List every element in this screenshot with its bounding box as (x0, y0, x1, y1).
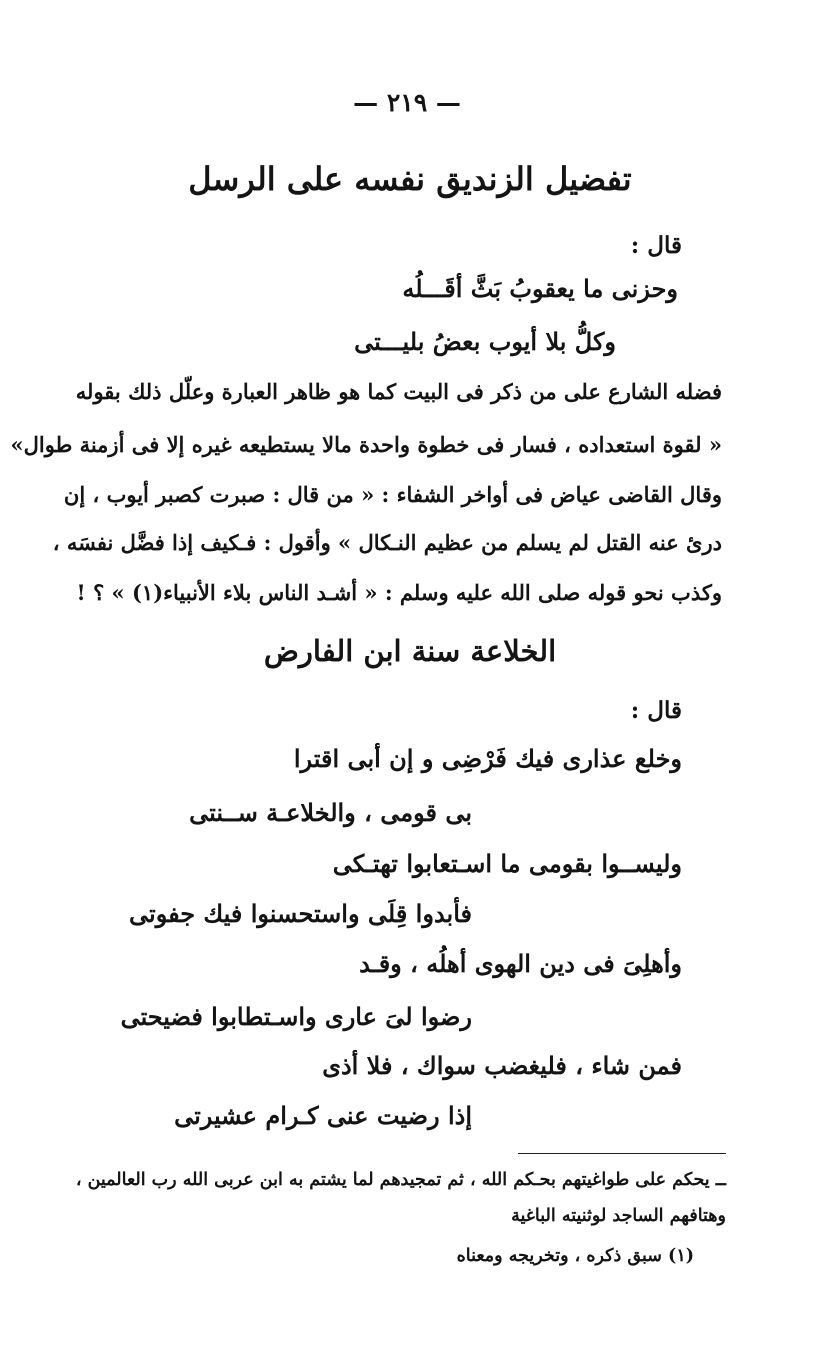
verse-line: إذا رضيت عنى كـرام عشيرتى (174, 1101, 472, 1130)
verse-line: وخلع عذارى فيك فَرْضِى و إن أبى اقترا (293, 744, 682, 773)
said-label: قال : (630, 232, 682, 259)
prose-line: « لقوة استعداده ، فسار فى خطوة واحدة مالا يستطيعه غيره إلا فى أزمنة طوال» (10, 432, 722, 457)
verse-line: وكلُّ بلا أيوب بعضُ بليـــتى (354, 327, 616, 356)
footnote-line: ــ يحكم على طواغيتهم بحـكم الله ، ثم تمجيدهم لما يشتم به ابن عربى الله رب العالمين ، (75, 1170, 726, 1190)
footnote-line: (١) سبق ذكره ، وتخريجه ومعناه (456, 1246, 694, 1266)
footnote-line: وهتافهم الساجد لوثنيته الباغية (511, 1206, 726, 1226)
page-number: — ٢١٩ — (353, 88, 461, 117)
verse-line: وليســوا بقومى ما اسـتعابوا تهتـكى (332, 849, 682, 878)
verse-line: فمن شاء ، فليغضب سواك ، فلا أذى (322, 1051, 682, 1080)
said-label: قال : (630, 697, 682, 724)
prose-line: درئ عنه القتل لم يسلم من عظيم النـكال » وأقول : فـكيف إذا فضَّل نفسَه ، (52, 530, 722, 555)
prose-line: وقال القاضى عياض فى أواخر الشفاء : « من قال : صبرت كصبر أيوب ، إن (63, 482, 722, 507)
verse-line: وحزنى ما يعقوبُ بَثَّ أقَـــلُه (402, 274, 678, 303)
verse-line: بى قومى ، والخلاعـة ســنتى (189, 798, 472, 827)
section-title: تفضيل الزنديق نفسه على الرسل (188, 160, 632, 198)
verse-line: فأبدوا قِلَى واستحسنوا فيك جفوتى (129, 899, 472, 928)
prose-line: فضله الشارع على من ذكر فى البيت كما هو ظاهر العبارة وعلّل ذلك بقوله (75, 379, 722, 404)
section-title: الخلاعة سنة ابن الفارض (263, 634, 557, 668)
footnote-divider (518, 1153, 726, 1154)
verse-line: رضوا لىَ عارى واسـتطابوا فضيحتى (120, 1002, 472, 1031)
prose-line: وكذب نحو قوله صلى الله عليه وسلم : « أشـد الناس بلاء الأنبياء(١) » ؟ ! (76, 580, 722, 605)
verse-line: وأهلِىَ فى دين الهوى أهلُه ، وقـد (359, 949, 682, 978)
